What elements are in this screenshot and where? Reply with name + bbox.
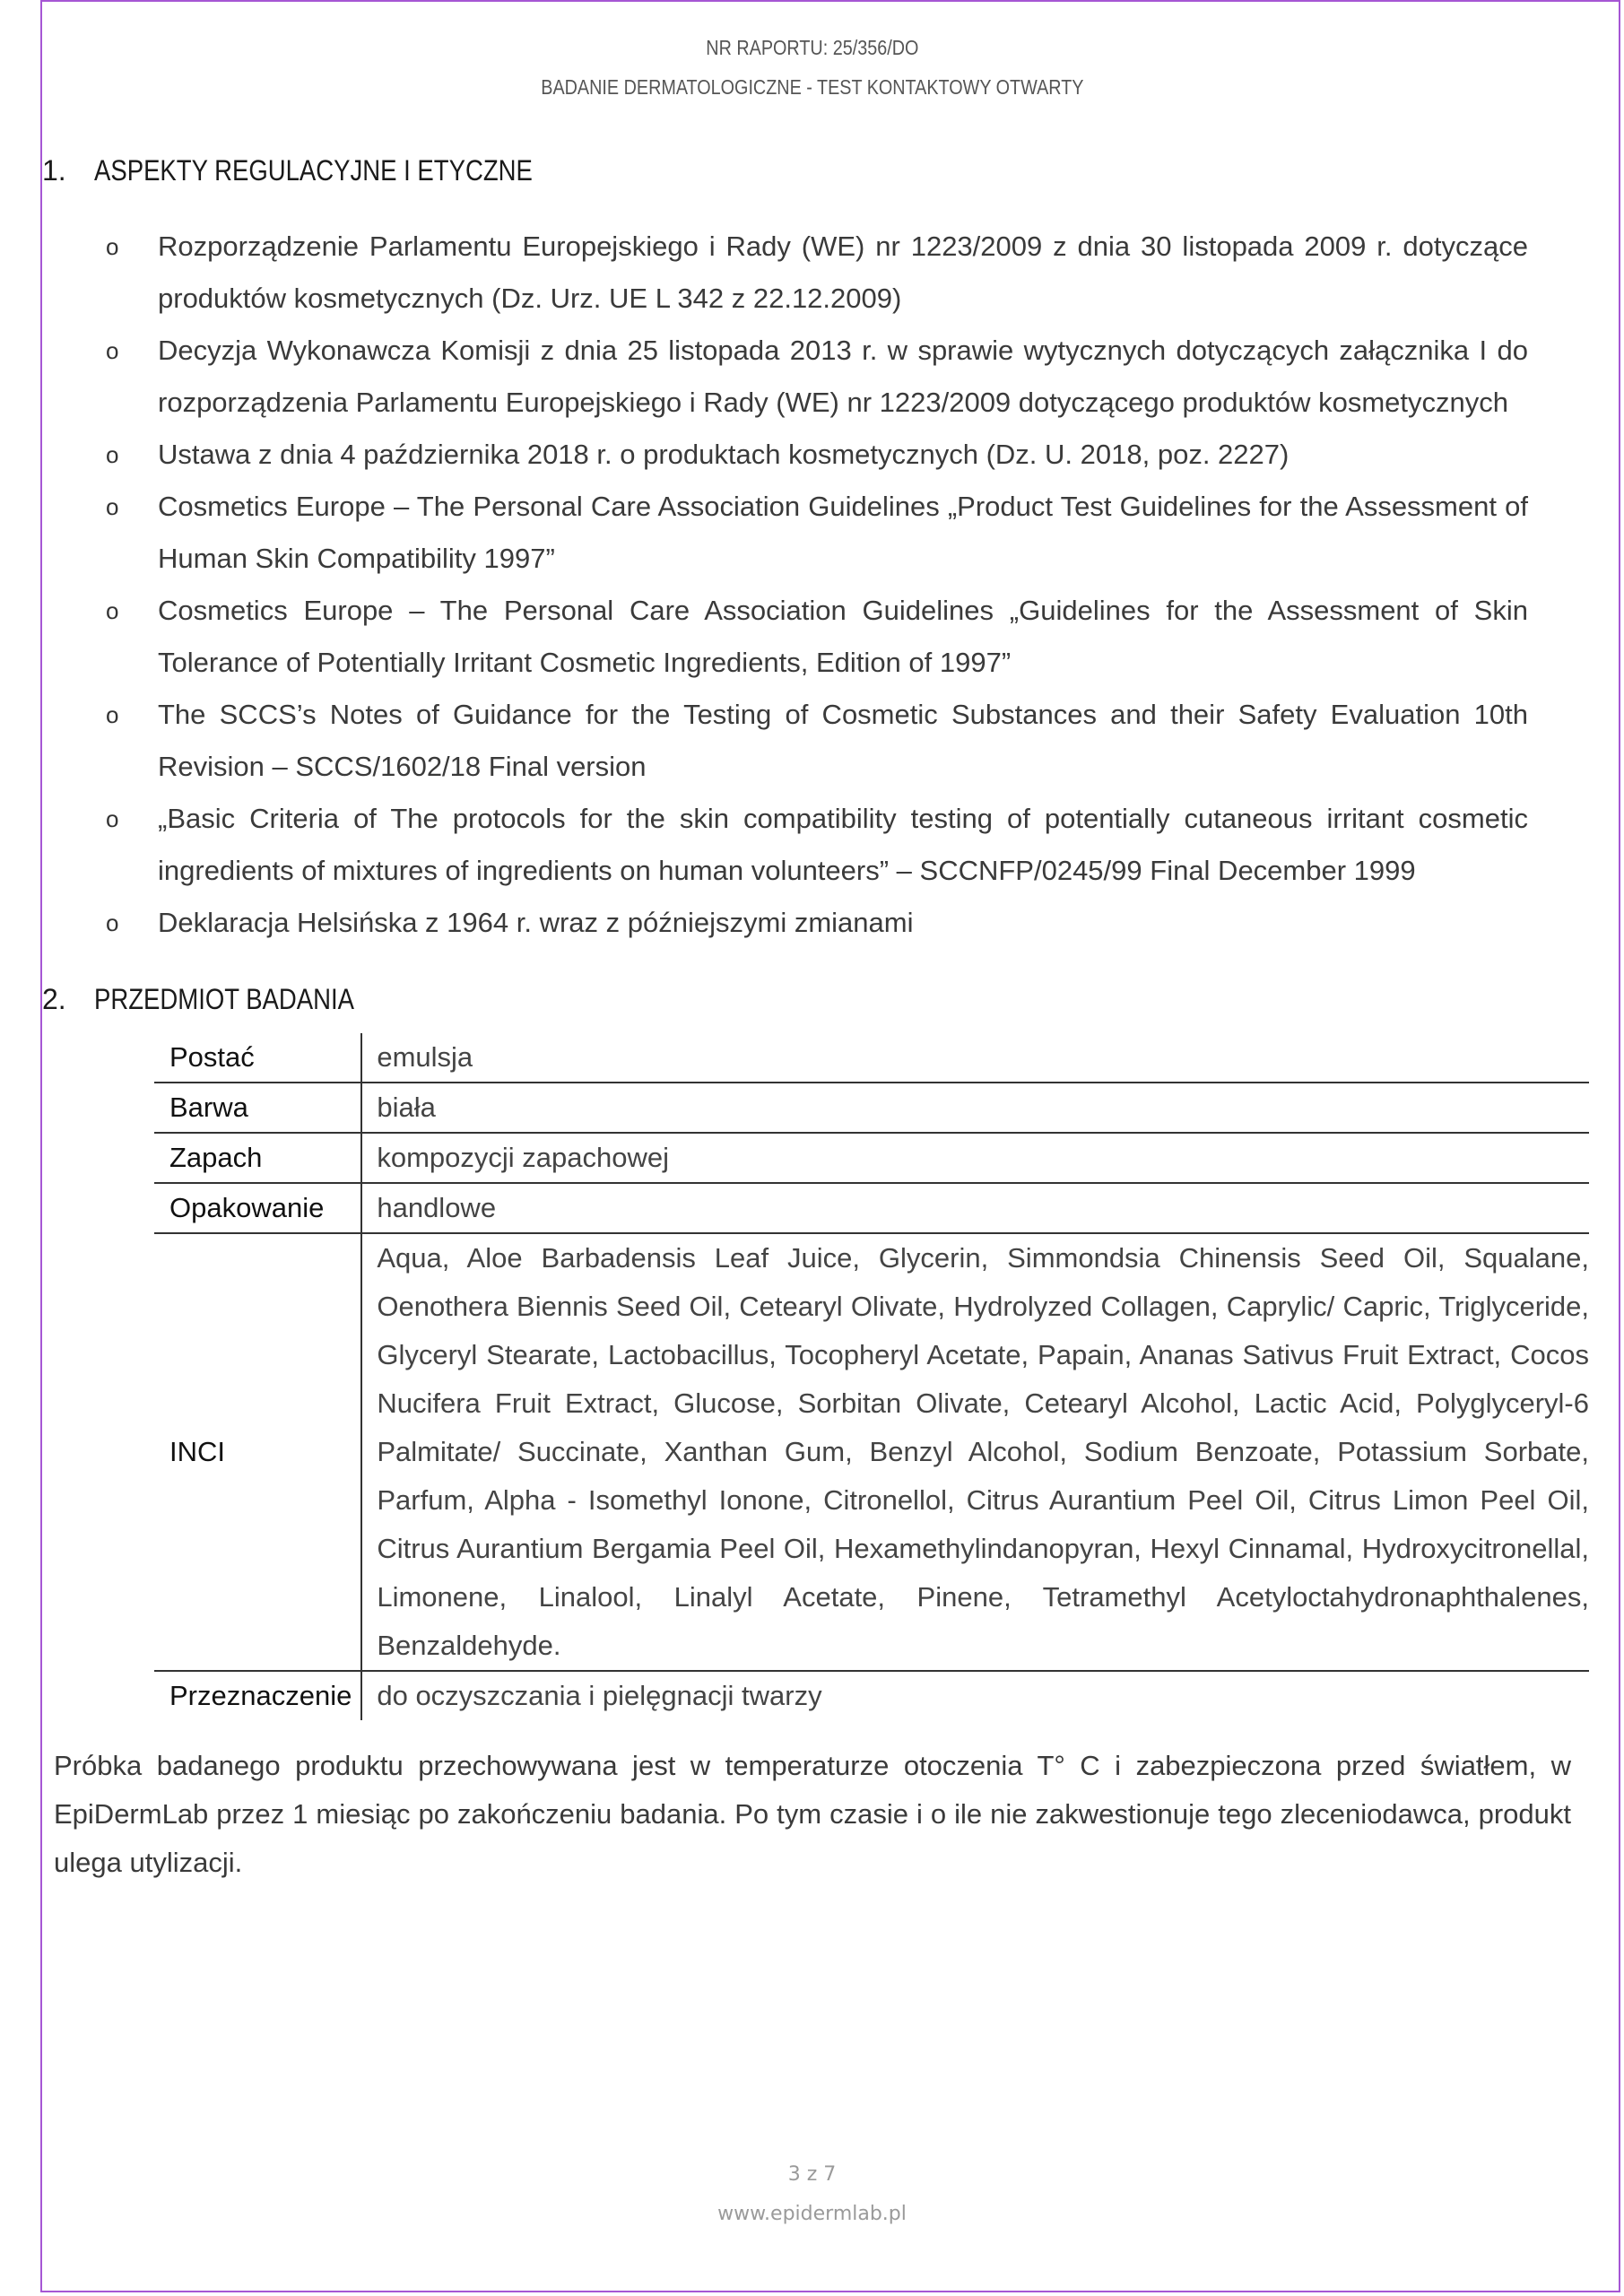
list-item-text: Decyzja Wykonawcza Komisji z dnia 25 listopada 2013 r. w sprawie wytycznych dotyczących załącznika I do rozporządzenia Parlamentu Europejskiego i Rady (WE) nr 1223/2009 dotyczącego produktów kosmetycznych bbox=[158, 335, 1528, 418]
row-value: do oczyszczania i pielęgnacji twarzy bbox=[361, 1671, 1589, 1720]
list-item-text: Deklaracja Helsińska z 1964 r. wraz z późniejszymi zmianami bbox=[158, 907, 914, 938]
table-row bbox=[154, 1233, 1589, 1671]
section-2-heading bbox=[42, 983, 396, 1016]
website-link[interactable]: www.epidermlab.pl bbox=[717, 2203, 907, 2225]
list-item bbox=[106, 429, 1528, 481]
section-1-title: ASPEKTY REGULACYJNE I ETYCZNE bbox=[94, 154, 533, 187]
list-item bbox=[106, 481, 1528, 585]
table-row bbox=[154, 1033, 1589, 1083]
list-item-text: „Basic Criteria of The protocols for the skin compatibility testing of potentially cutaneous irritant cosmetic ingredients of mixtures of ingredients on human volunteers” – SCCNFP/0245/99 Final December 1999 bbox=[158, 803, 1528, 886]
table-row bbox=[154, 1671, 1589, 1720]
report-number bbox=[0, 36, 1624, 60]
table-row bbox=[154, 1183, 1589, 1233]
bullet-icon: o bbox=[106, 701, 119, 728]
list-item-text: Rozporządzenie Parlamentu Europejskiego i Rady (WE) nr 1223/2009 z dnia 30 listopada 2009 r. dotyczące produktów kosmetycznych (Dz. Urz. UE L 342 z 22.12.2009) bbox=[158, 230, 1528, 314]
table-row bbox=[154, 1133, 1589, 1183]
row-label: INCI bbox=[154, 1233, 361, 1671]
row-label: Przeznaczenie bbox=[154, 1671, 361, 1720]
bullet-icon: o bbox=[106, 597, 119, 624]
section-2-number: 2. bbox=[42, 983, 66, 1015]
list-item-text: Cosmetics Europe – The Personal Care Association Guidelines „Guidelines for the Assessment of Skin Tolerance of Potentially Irritant Cosmetic Ingredients, Edition of 1997” bbox=[158, 595, 1528, 678]
list-item-text: Cosmetics Europe – The Personal Care Association Guidelines „Product Test Guidelines for the Assessment of Human Skin Compatibility 1997” bbox=[158, 491, 1528, 574]
inci-value: Aqua, Aloe Barbadensis Leaf Juice, Glycerin, Simmondsia Chinensis Seed Oil, Squalane, Oenothera Biennis Seed Oil, Cetearyl Olivate, Hydrolyzed Collagen, Caprylic/ Capric, Triglyceride, Glyceryl Stearate, Lactobacillus, Tocopheryl Acetate, Papain, Ananas Sativus Fruit Extract, Cocos Nucifera Fruit Extract, Glucose, Sorbitan Olivate, Cetearyl Alcohol, Lactic Acid, Polyglyceryl-6 Palmitate/ Succinate, Xanthan Gum, Benzyl Alcohol, Sodium Benzoate, Potassium Sorbate, Parfum, Alpha - Isomethyl Ionone, Citronellol, Citrus Aurantium Peel Oil, Citrus Limon Peel Oil, Citrus Aurantium Bergamia Peel Oil, Hexamethylindanopyran, Hexyl Cinnamal, Hydroxycitronellal, Limonene, Linalool, Linalyl Acetate, Pinene, Tetramethyl Acetyloctahydronaphthalenes, Benzaldehyde. bbox=[361, 1233, 1589, 1671]
report-title bbox=[0, 75, 1624, 100]
bullet-icon: o bbox=[106, 805, 119, 832]
report-number-text: NR RAPORTU: 25/356/DO bbox=[705, 36, 919, 59]
section-2-title: PRZEDMIOT BADANIA bbox=[94, 983, 355, 1015]
section-1-number: 1. bbox=[42, 154, 66, 187]
row-label: Opakowanie bbox=[154, 1183, 361, 1233]
list-item-text: Ustawa z dnia 4 października 2018 r. o produktach kosmetycznych (Dz. U. 2018, poz. 2227) bbox=[158, 439, 1290, 470]
row-value: handlowe bbox=[361, 1183, 1589, 1233]
report-title-text: BADANIE DERMATOLOGICZNE - TEST KONTAKTOWY OTWARTY bbox=[540, 75, 1084, 99]
section-1-heading bbox=[42, 154, 604, 187]
bullet-icon: o bbox=[106, 441, 119, 468]
row-label: Postać bbox=[154, 1033, 361, 1083]
row-value: kompozycji zapachowej bbox=[361, 1133, 1589, 1183]
bullet-icon: o bbox=[106, 337, 119, 364]
list-item bbox=[106, 325, 1528, 429]
storage-note: Próbka badanego produktu przechowywana jest w temperaturze otoczenia T° C i zabezpieczona przed światłem, w EpiDermLab przez 1 miesiąc po zakończeniu badania. Po tym czasie i o ile nie zakwestionuje tego zleceniodawca, produkt ulega utylizacji. bbox=[54, 1750, 1571, 1878]
product-spec-table bbox=[154, 1033, 1589, 1720]
row-label: Zapach bbox=[154, 1133, 361, 1183]
row-label: Barwa bbox=[154, 1083, 361, 1133]
bullet-icon: o bbox=[106, 493, 119, 520]
list-item bbox=[106, 585, 1528, 689]
row-value: biała bbox=[361, 1083, 1589, 1133]
bullet-icon: o bbox=[106, 909, 119, 936]
row-value: emulsja bbox=[377, 1041, 473, 1073]
list-item bbox=[106, 793, 1528, 897]
bullet-icon: o bbox=[106, 233, 119, 260]
list-item bbox=[106, 689, 1528, 793]
table-row bbox=[154, 1083, 1589, 1133]
list-item-text: The SCCS’s Notes of Guidance for the Testing of Cosmetic Substances and their Safety Evaluation 10th Revision – SCCS/1602/18 Final version bbox=[158, 699, 1528, 782]
list-item bbox=[106, 897, 1528, 949]
page-number: 3 z 7 bbox=[787, 2163, 837, 2186]
regulations-list bbox=[0, 221, 1624, 949]
list-item bbox=[106, 221, 1528, 325]
